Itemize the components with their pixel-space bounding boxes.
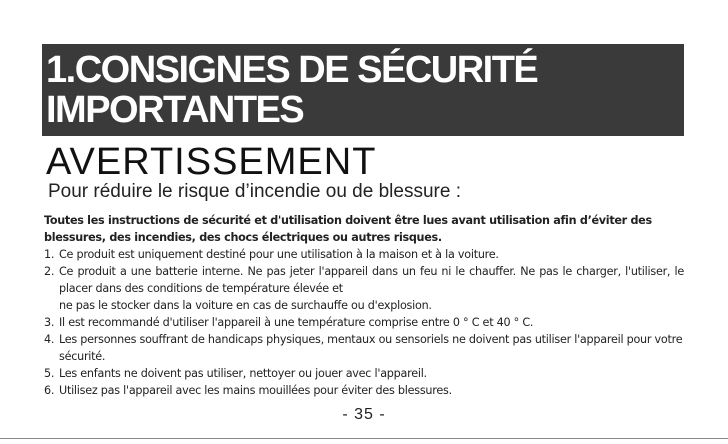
list-item-text: Il est recommandé d'utiliser l'appareil à une température comprise entre 0 ° C et 40 ° C. [59,316,534,329]
list-item-number: 5. [44,367,55,380]
section-title-line-1: 1.CONSIGNES DE SÉCURITÉ [46,49,538,91]
list-item [44,246,684,263]
list-item-number: 2. [44,265,55,278]
list-item-text: Utilisez pas l'appareil avec les mains mouillées pour éviter des blessures. [59,384,452,397]
list-item-number: 4. [44,333,55,346]
page-bottom-divider [0,438,728,439]
safety-instructions [44,212,684,399]
page-number: - 35 - [342,406,386,423]
list-item [44,263,684,314]
warning-subtitle: Pour réduire le risque d’incendie ou de blessure : [48,181,461,202]
list-item [44,382,684,399]
list-item-text-continued: ne pas le stocker dans la voiture en cas de surchauffe ou d'explosion. [59,299,432,312]
section-title-banner [42,44,684,136]
section-title-line-2: IMPORTANTES [46,89,304,131]
intro-paragraph: Toutes les instructions de sécurité et d'utilisation doivent être lues avant utilisation afin d’éviter des blessures, des incendies, des chocs électriques ou autres risques. [44,214,652,244]
list-item [44,331,684,365]
list-item-number: 6. [44,384,55,397]
list-item-text-group [59,263,684,314]
list-item [44,314,684,331]
list-item-text: Les enfants ne doivent pas utiliser, nettoyer ou jouer avec l'appareil. [59,367,427,380]
list-item [44,365,684,382]
list-item-text: Les personnes souffrant de handicaps physiques, mentaux ou sensoriels ne doivent pas utiliser l'appareil pour votre sécurité. [59,333,683,363]
warning-heading: AVERTISSEMENT [46,141,377,183]
list-item-text: Ce produit a une batterie interne. Ne pas jeter l'appareil dans un feu ni le chauffer. Ne pas le charger, l'utiliser, le placer dans des conditions de température élevée et [59,265,684,295]
list-item-number: 1. [44,248,55,261]
list-item-text: Ce produit est uniquement destiné pour une utilisation à la maison et à la voiture. [59,248,499,261]
list-item-number: 3. [44,316,55,329]
